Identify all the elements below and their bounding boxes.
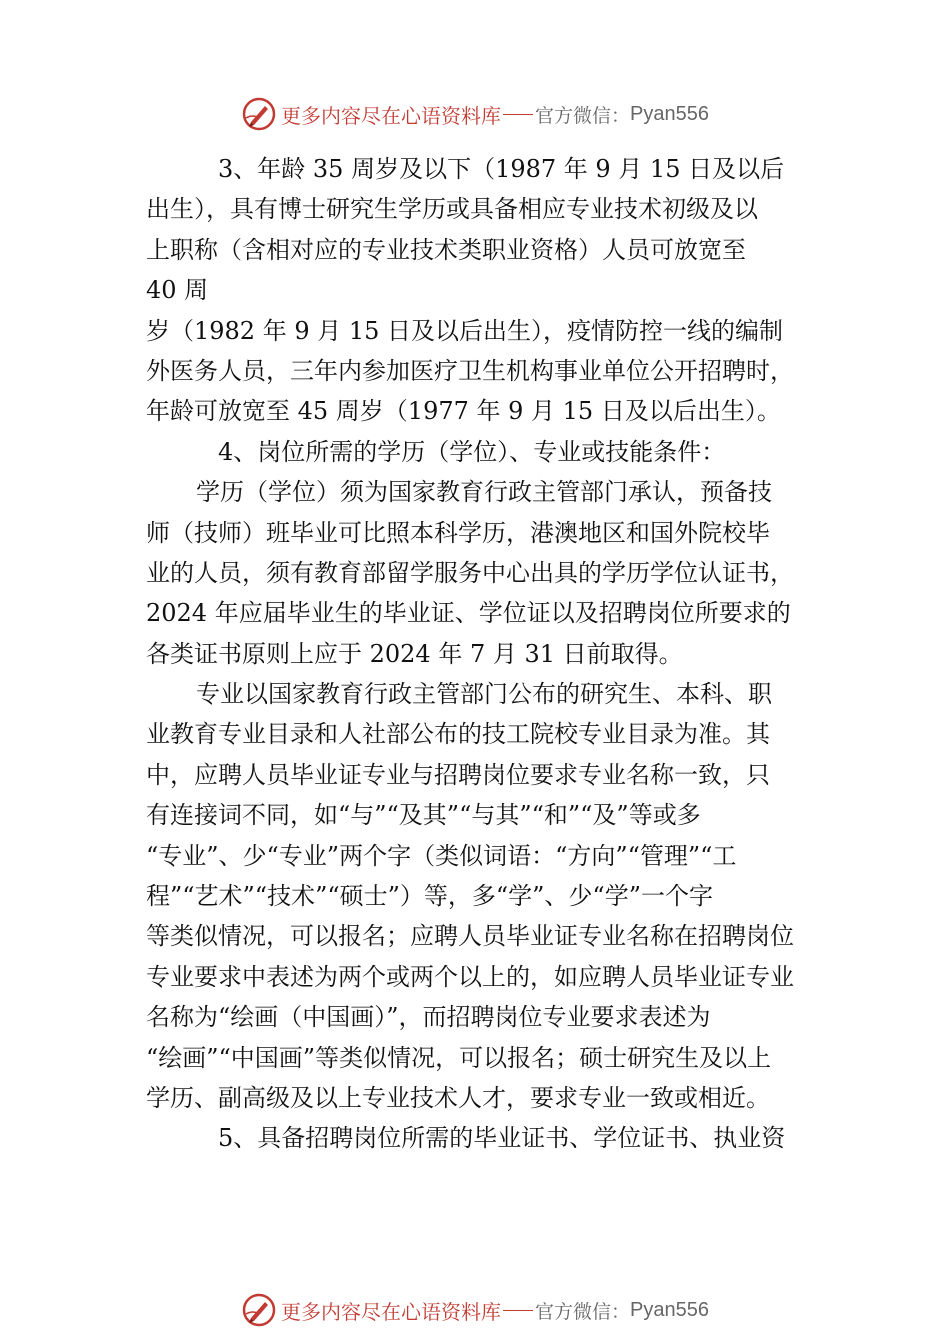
text-line: 学历（学位）须为国家教育行政主管部门承认，预备技 [196, 478, 772, 507]
text-line: 专业以国家教育行政主管部门公布的研究生、本科、职 [196, 680, 772, 709]
text-line: 3、年龄 35 周岁及以下（1987 年 9 月 15 日及以后 [218, 155, 785, 183]
text-line: 上职称（含相对应的专业技术类职业资格）人员可放宽至 [146, 235, 746, 264]
paragraph-certificates [146, 1118, 821, 1158]
watermark-dash [503, 1310, 533, 1311]
text-line: 各类证书原则上应于 2024 年 7 月 31 日前取得。 [146, 639, 683, 668]
text-line: 名称为“绘画（中国画）”，而招聘岗位专业要求表述为 [146, 1003, 711, 1032]
text-line: 师（技师）班毕业可比照本科学历，港澳地区和国外院校毕 [146, 518, 770, 547]
text-line: 年龄可放宽至 45 周岁（1977 年 9 月 15 日及以后出生）。 [146, 397, 781, 426]
text-line: 有连接词不同，如“与”“及其”“与其”“和”“及”等或多 [146, 801, 701, 830]
paragraph-degree [146, 472, 821, 674]
watermark-wechat-id: Pyan556 [630, 1298, 709, 1321]
watermark-wechat-label: 官方微信： [535, 104, 631, 127]
header-watermark [0, 94, 950, 134]
watermark-dash [503, 114, 533, 115]
text-line: 岁（1982 年 9 月 15 日及以后出生），疫情防控一线的编制 [146, 316, 784, 345]
text-line: 2024 年应届毕业生的毕业证、学位证以及招聘岗位所要求的 [146, 599, 791, 628]
text-line: “绘画”“中国画”等类似情况，可以报名；硕士研究生及以上 [146, 1043, 772, 1072]
text-line: 业的人员，须有教育部留学服务中心出具的学历学位认证书， [146, 558, 794, 587]
text-line: 4、岗位所需的学历（学位）、专业或技能条件： [218, 437, 726, 466]
pen-logo-icon [241, 96, 277, 132]
text-line: 中，应聘人员毕业证专业与招聘岗位要求专业名称一致，只 [146, 760, 770, 789]
watermark-site-name: 更多内容尽在心语资料库 [281, 1299, 501, 1324]
paragraph-age-continued [146, 311, 821, 432]
text-line: 等类似情况，可以报名；应聘人员毕业证专业名称在招聘岗位 [146, 922, 794, 951]
text-line: 外医务人员，三年内参加医疗卫生机构事业单位公开招聘时， [146, 356, 794, 385]
paragraph-education-heading [146, 432, 821, 472]
footer-watermark [0, 1290, 950, 1330]
watermark-site-name: 更多内容尽在心语资料库 [281, 103, 501, 128]
paragraph-major [146, 674, 821, 1118]
paragraph-age [146, 149, 821, 311]
text-line: “专业”、少“专业”两个字（类似词语：“方向”“管理”“工 [146, 841, 737, 870]
watermark-wechat-label: 官方微信： [535, 1300, 631, 1323]
text-line: 40 周 [146, 276, 209, 305]
text-line: 专业要求中表述为两个或两个以上的，如应聘人员毕业证专业 [146, 962, 794, 991]
text-line: 业教育专业目录和人社部公布的技工院校专业目录为准。其 [146, 720, 770, 749]
document-body [146, 149, 821, 1159]
text-line: 程”“艺术”“技术”“硕士”）等，多“学”、少“学”一个字 [146, 882, 713, 911]
text-line: 5、具备招聘岗位所需的毕业证书、学位证书、执业资 [218, 1124, 786, 1153]
watermark-wechat-id: Pyan556 [630, 102, 709, 125]
pen-logo-icon [241, 1292, 277, 1328]
text-line: 出生），具有博士研究生学历或具备相应专业技术初级及以 [146, 195, 758, 224]
text-line: 学历、副高级及以上专业技术人才，要求专业一致或相近。 [146, 1083, 770, 1112]
